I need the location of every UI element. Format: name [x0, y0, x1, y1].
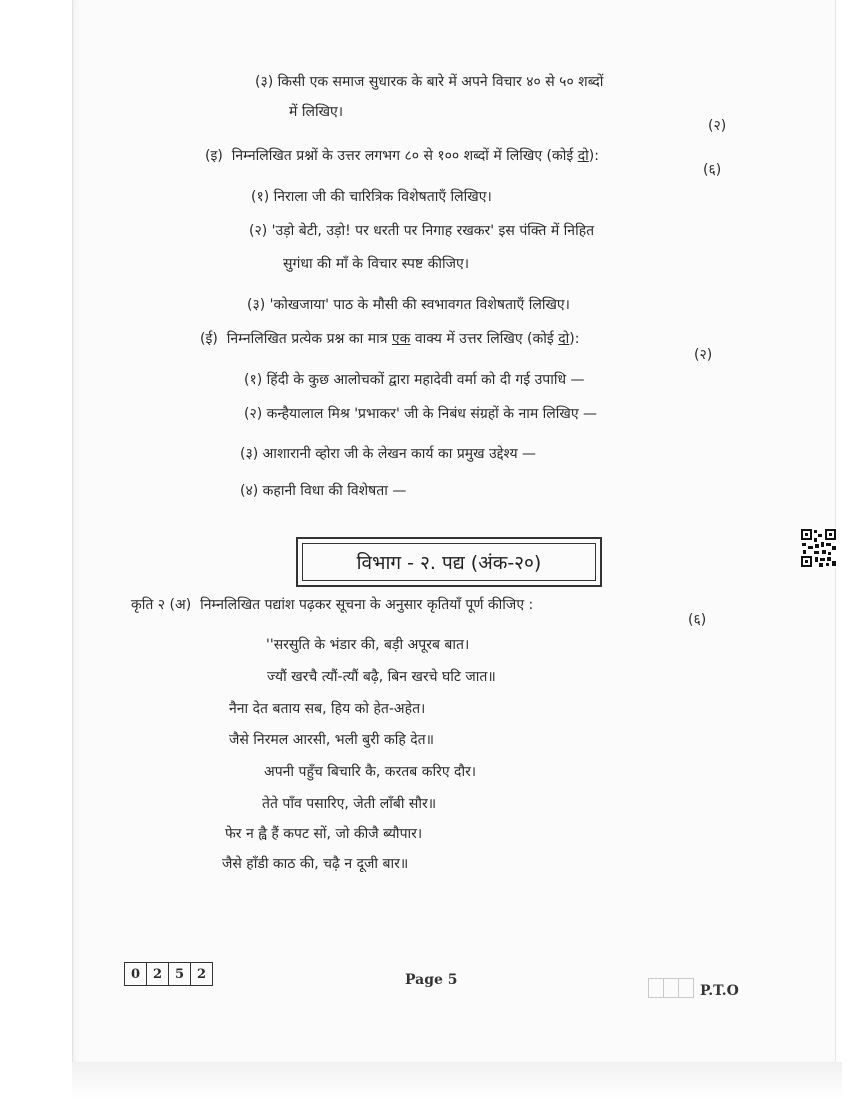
question-i-item-2-cont: सुगंधा की माँ के विचार स्पष्ट कीजिए।: [283, 256, 470, 272]
section-title: विभाग - २. पद्य (अंक-२०): [302, 543, 596, 581]
poem-line-4: जैसे निरमल आरसी, भली बुरी कहि देत॥: [229, 732, 435, 748]
question-i-label: (इ): [205, 148, 223, 164]
question-a3-line2: में लिखिए।: [289, 104, 344, 120]
question-i-item-3: (३) 'कोखजाया' पाठ के मौसी की स्वभावगत विशेषताएँ लिखिए।: [247, 297, 570, 313]
poem-line-1: ''सरसुति के भंडार की, बड़ी अपूरब बात।: [266, 637, 470, 653]
paper-code-digit: 2: [196, 966, 207, 982]
faded-code-cell: [649, 979, 664, 997]
poem-line-8: जैसे हाँडी काठ की, चढ़ै न दूजी बार॥: [222, 856, 409, 872]
question-ii-item-3: (३) आशारानी व्होरा जी के लेखन कार्य का प्रमुख उद्देश्य —: [240, 446, 537, 462]
question-2-text: निम्नलिखित पद्यांश पढ़कर सूचना के अनुसार कृतियाँ पूर्ण कीजिए :: [200, 597, 534, 613]
question-i-text: निम्नलिखित प्रश्नों के उत्तर लगभग ८० से १०० शब्दों में लिखिए (कोई: [231, 148, 574, 164]
question-ii-label: (ई): [200, 331, 218, 347]
poem-line-6: तेते पाँव पसारिए, जेती लाँबी सौर॥: [262, 796, 437, 812]
page-bottom-edge: [72, 1062, 842, 1100]
page-number: Page 5: [405, 972, 458, 988]
question-i-item-1: (१) निराला जी की चारित्रिक विशेषताएँ लिखिए।: [251, 189, 492, 205]
question-ii-emph2: दो: [558, 331, 570, 347]
question-ii-item-4: (४) कहानी विधा की विशेषता —: [240, 483, 407, 499]
question-i-emph: दो: [577, 148, 589, 164]
question-ii-emph1: एक: [391, 331, 411, 347]
pto-label: P.T.O: [700, 983, 739, 999]
question-ii-item-2: (२) कन्हैयालाल मिश्र 'प्रभाकर' जी के निबंध संग्रहों के नाम लिखिए —: [244, 406, 598, 422]
faded-code-cell: [664, 979, 679, 997]
faded-code-boxes: [648, 978, 694, 998]
qr-code-icon: [800, 528, 837, 568]
question-ii-item-1: (१) हिंदी के कुछ आलोचकों द्वारा महादेवी वर्मा को दी गई उपाधि —: [244, 372, 585, 388]
faded-code-cell: [679, 979, 693, 997]
question-i-header: [205, 147, 599, 165]
question-2-marks: (६): [688, 612, 707, 628]
question-ii-text-pre: निम्नलिखित प्रत्येक प्रश्न का मात्र: [226, 331, 388, 347]
question-i-item-2: (२) 'उड़ो बेटी, उड़ो! पर धरती पर निगाह रखकर' इस पंक्ति में निहित: [249, 223, 595, 239]
paper-code-digit: 2: [147, 963, 169, 985]
poem-line-5: अपनी पहुँच बिचारि कै, करतब करिए दौर।: [264, 764, 477, 780]
question-ii-text-mid: वाक्य में उत्तर लिखिए (कोई: [414, 331, 554, 347]
question-a3-marks: (२): [708, 118, 727, 134]
question-2-header: [131, 596, 533, 614]
question-a3-line1: (३) किसी एक समाज सुधारक के बारे में अपने विचार ४० से ५० शब्दों: [255, 74, 604, 90]
paper-code-boxes: [124, 962, 213, 986]
poem-line-3: नैना देत बताय सब, हिय को हेत-अहेत।: [229, 701, 426, 717]
paper-code-digit: 5: [169, 963, 191, 985]
question-i-marks: (६): [703, 162, 722, 178]
section-title-box: [296, 537, 602, 587]
paper-code-digit: 0: [125, 963, 147, 985]
question-ii-header: [200, 330, 579, 348]
question-ii-marks: (२): [694, 347, 713, 363]
poem-line-2: ज्यौं खरचै त्यौं-त्यौं बढ़ै, बिन खरचे घटि जात॥: [267, 669, 496, 685]
question-2-label: कृति २ (अ): [131, 597, 192, 613]
question-i-end: ):: [588, 148, 599, 164]
question-ii-end: ):: [569, 331, 580, 347]
poem-line-7: फेर न ह्वै हैं कपट सों, जो कीजै ब्यौपार।: [225, 826, 423, 842]
